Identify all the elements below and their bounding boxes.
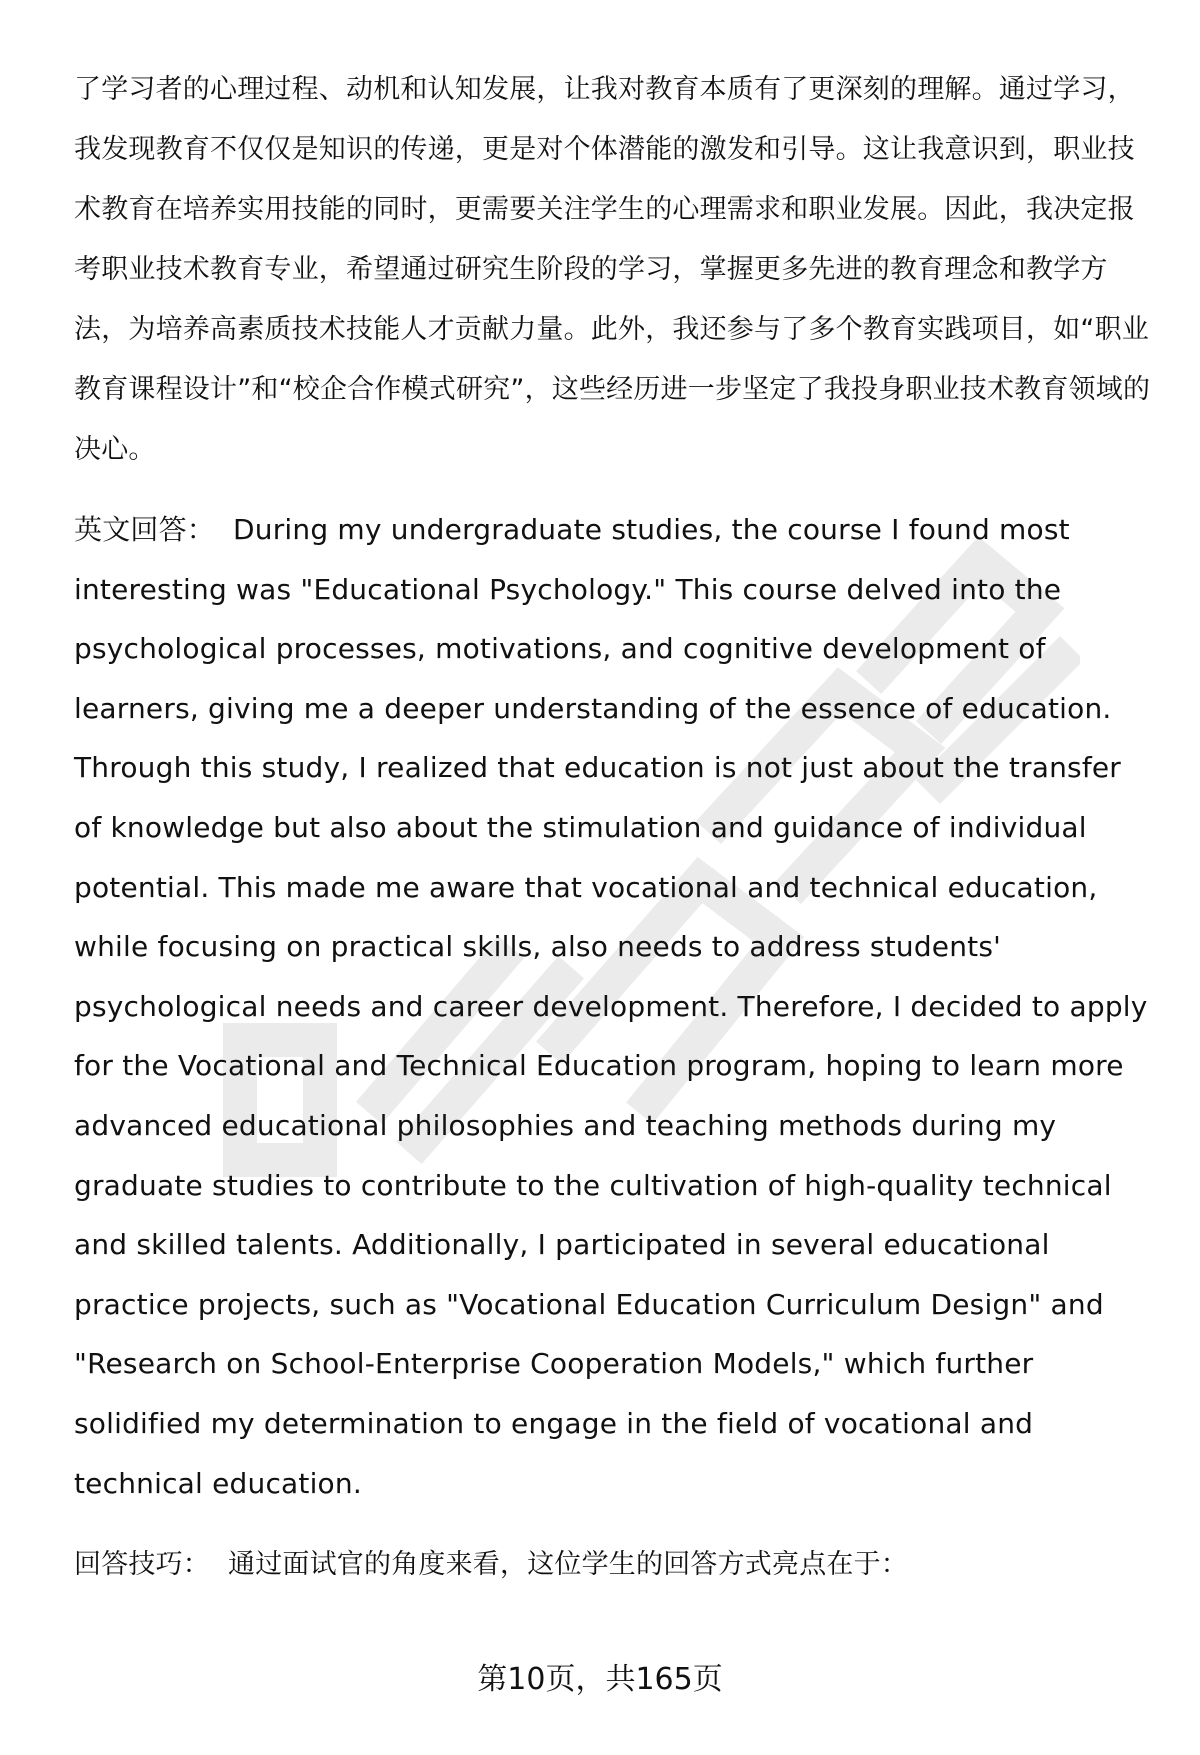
answer-tip-label: 回答技巧：: [74, 1549, 210, 1581]
chinese-answer-paragraph: 了学习者的心理过程、动机和认知发展，让我对教育本质有了更深刻的理解。通过学习，我发现教育不仅仅是知识的传递，更是对个体潜能的激发和引导。这让我意识到，职业技术教育在培养实用技能的同时，更需要关注学生的心理需求和职业发展。因此，我决定报考职业技术教育专业，希望通过研究生阶段的学习，掌握更多先进的教育理念和教学方法，为培养高素质技术技能人才贡献力量。此外，我还参与了多个教育实践项目，如“职业教育课程设计”和“校企合作模式研究”，这些经历进一步坚定了我投身职业技术教育领域的决心。: [74, 74, 1151, 465]
page-number-footer: 第10页，共165页: [477, 1662, 723, 1697]
english-answer-paragraph: [74, 500, 1154, 1513]
english-answer-text: During my undergraduate studies, the course I found most interesting was "Educational Psychology." This course delved into the psychological processes, motivations, and cognitive development of learners, giving me a deeper understanding of the essence of education. Through this study, I realized that education is not just about the transfer of knowledge but also about the stimulation and guidance of individual potential. This made me aware that vocational and technical education, while focusing on practical skills, also needs to address students' psychological needs and career development. Therefore, I decided to apply for the Vocational and Technical Education program, hoping to learn more advanced educational philosophies and teaching methods during my graduate studies to contribute to the cultivation of high-quality technical and skilled talents. Additionally, I participated in several educational practice projects, such as "Vocational Education Curriculum Design" and "Research on School-Enterprise Cooperation Models," which further solidified my determination to engage in the field of vocational and technical education.: [74, 513, 1148, 1500]
document-body: [74, 60, 1154, 1595]
answer-tip-text: 通过面试官的角度来看，这位学生的回答方式亮点在于：: [228, 1549, 908, 1581]
english-answer-label: 英文回答：: [74, 513, 216, 546]
answer-tip-paragraph: [74, 1535, 1154, 1595]
